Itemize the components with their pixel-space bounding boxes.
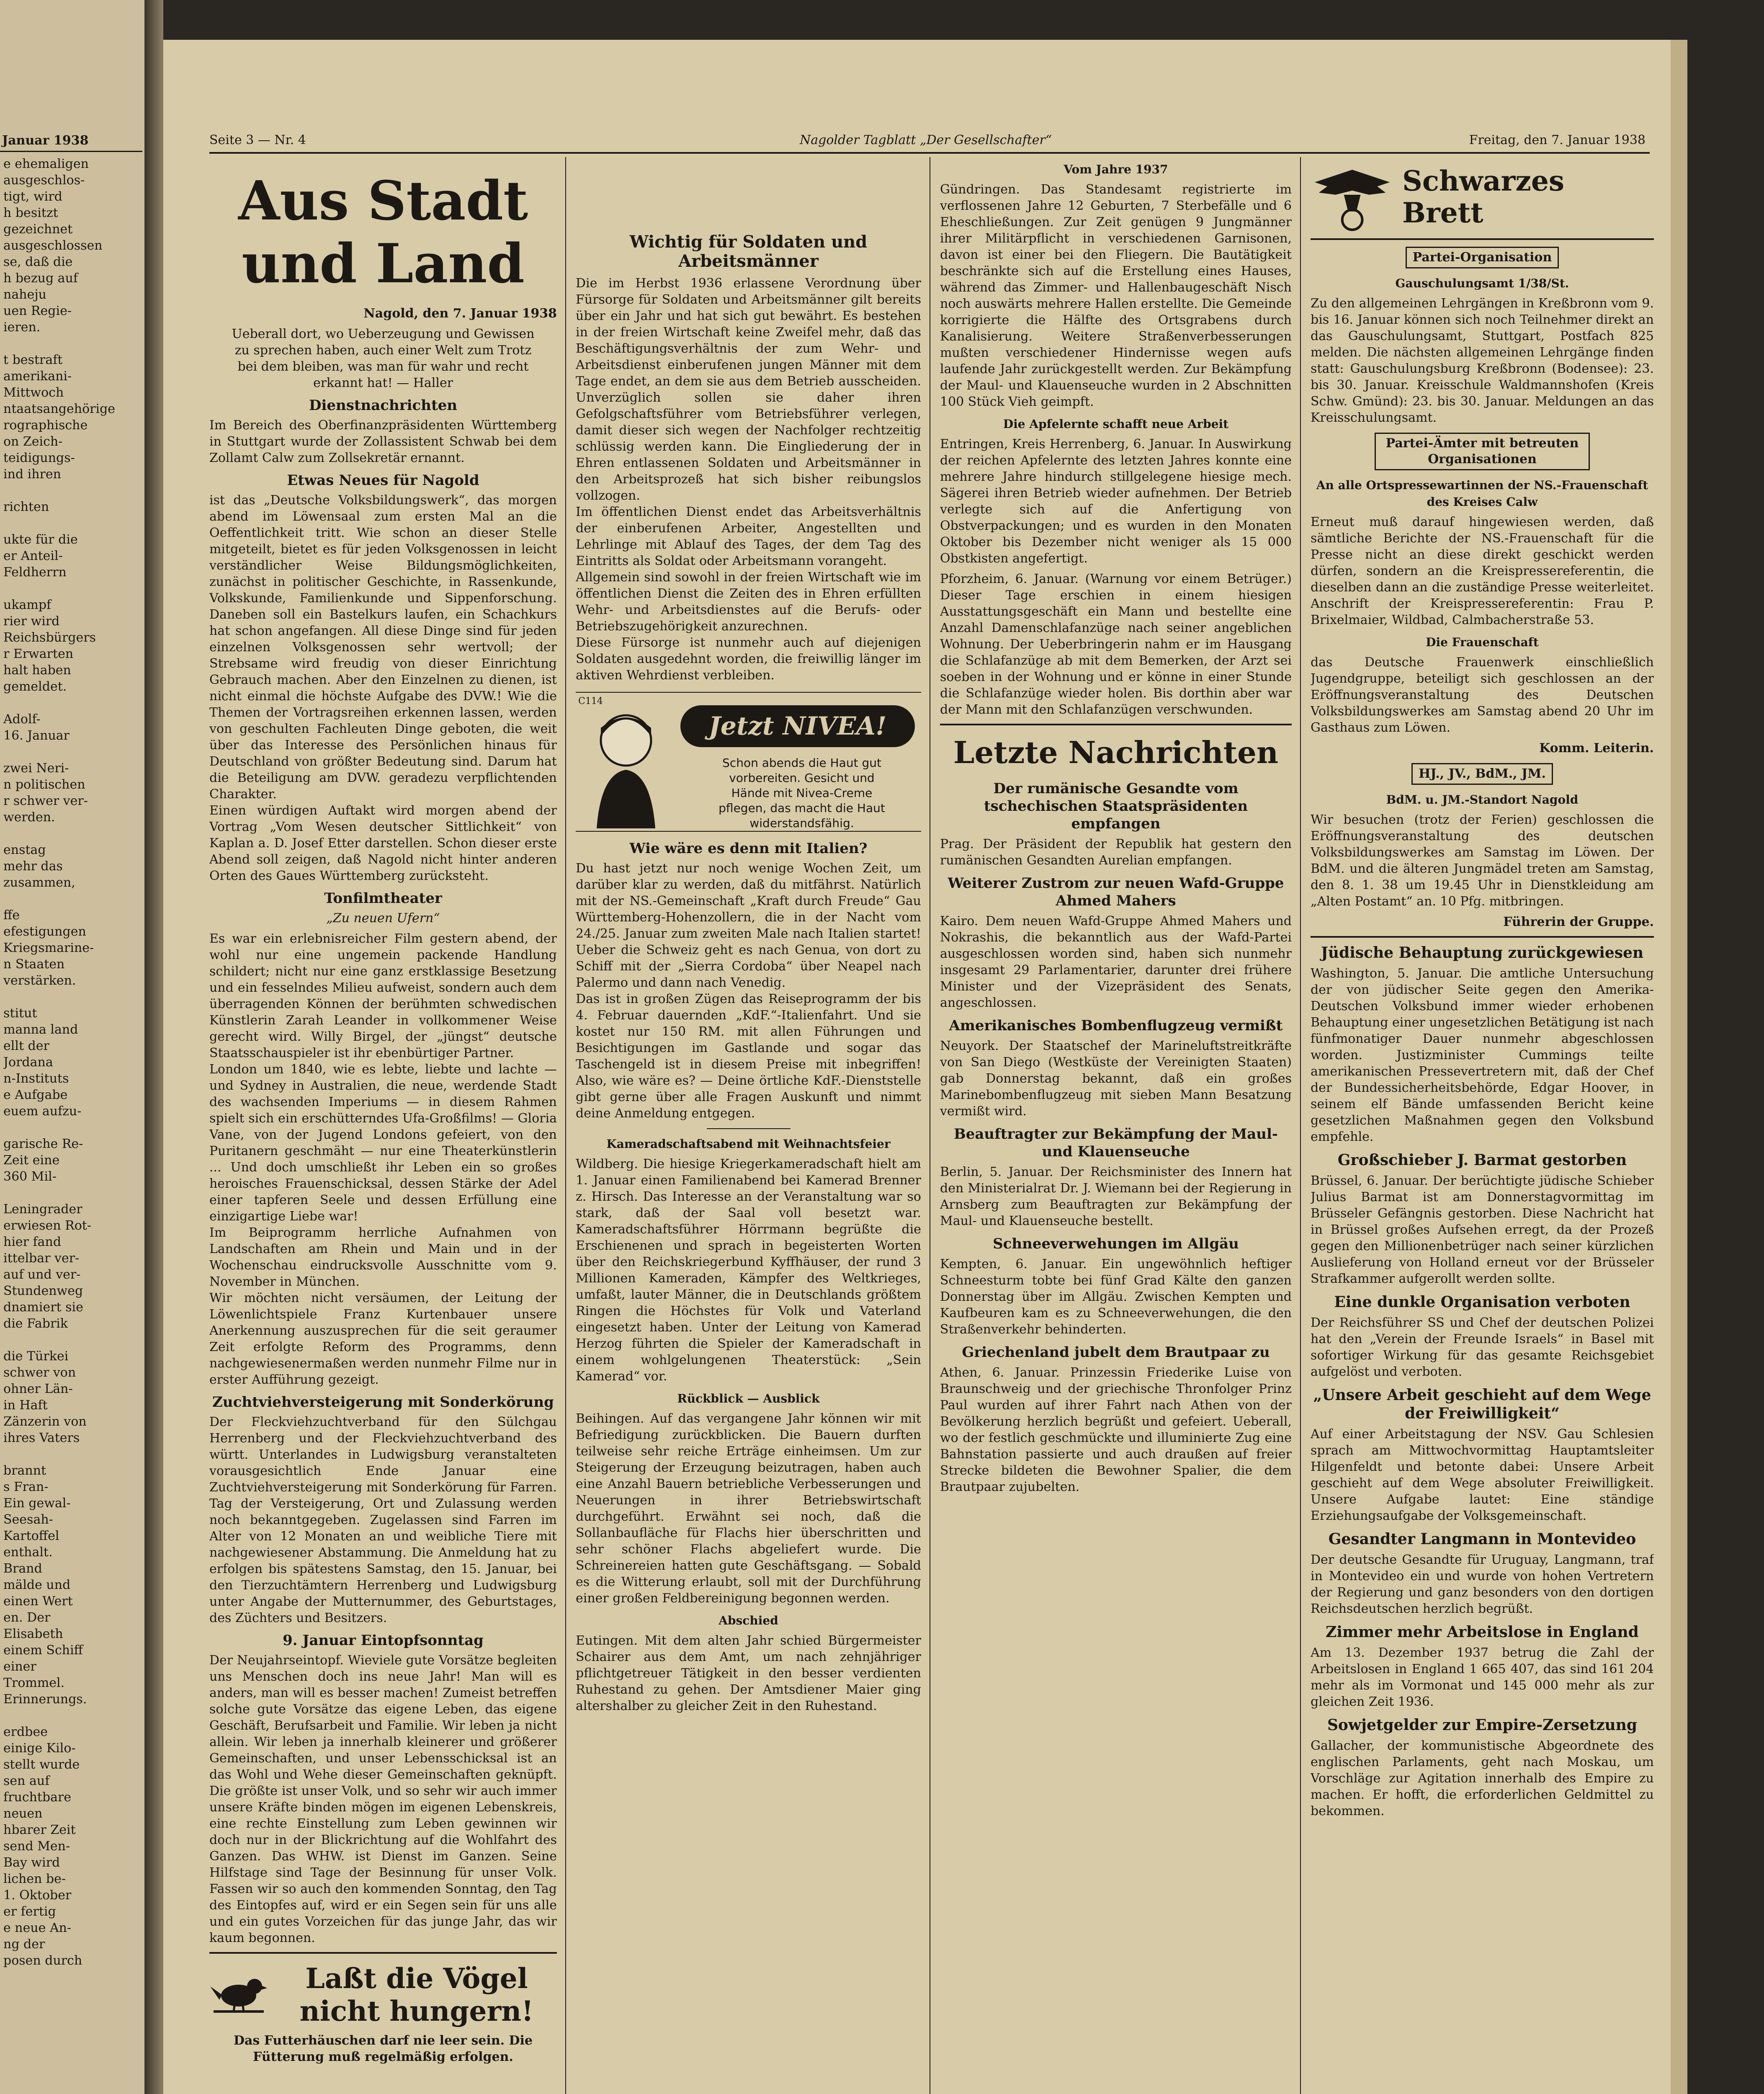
facing-page-line: ausgeschlos- [3,173,85,188]
article-headline: Dienstnachrichten [309,397,458,414]
facing-page-line: die Fabrik [3,1316,68,1331]
dateline: Nagold, den 7. Januar 1938 [363,306,557,321]
world-news-list [1311,944,1654,1819]
latest-news-list [940,780,1292,1495]
facing-page-line: richten [3,500,49,514]
facing-page-line: ukampf [3,598,52,612]
facing-page-line: erdbee [3,1725,48,1739]
facing-page-line: naheju [3,287,46,302]
party-offices-box: Partei-Ämter mit betreuten Organisationen [1375,433,1590,470]
facing-page-line: einen Wert [3,1594,73,1609]
facing-page-rule [0,151,142,152]
facing-page-line [3,1332,142,1348]
facing-page-line [3,891,142,907]
news-headline: Jüdische Behauptung zurückgewiesen [1321,944,1644,962]
italy-text: Du hast jetzt nur noch wenige Wochen Zeit, um darüber klar zu werden, daß du mitfährst. Natürlich mit der NS.-Gemeinschaft „Kraft durch Freude“ Gau Württemberg-Hohenzollern, die in der Nacht vom 24./25. Januar zum zweiten Male nach Italien startet! Ueber die Schweiz geht es nach Genua, von dort zu Schiff mit der „Sierra Cordoba“ über Neapel nach Palermo und dann nach Venedig. Das ist in großen Zügen das Reiseprogramm der bis 4. Februar dauernden „KdF.“-Italienfahrt. Und sie kostet nur 150 RM. mit allen Führungen und Besichtigungen im Gastlande und sogar das Taschengeld ist in diesem Preise mit inbegriffen! Also, wie wäre es? — Deine örtliche KdF.-Dienststelle gibt gerne über alle Fragen Auskunft und nimmt deine Anmeldung entgegen. [576,861,921,1121]
news-headline: Schneeverwehungen im Allgäu [993,1235,1239,1252]
facing-page-line: hbarer Zeit [3,1823,76,1837]
facing-page-line: werden. [3,810,55,825]
abschied-headline: Abschied [718,1614,778,1627]
rueckblick-text: Beihingen. Auf das vergangene Jahr können wir mit Befriedigung zurückblicken. Die Bauern durften teilweise sehr reiche Erträge einheimsen. Um zur Steigerung der Erzeugung beizutragen, haben auch eine Anzahl Bauern betriebliche Verbesserungen und Neuerungen in ihrer Betriebswirtschaft durchgeführt. Erwähnt sei noch, daß die Sollanbaufläche für Flachs hier überschritten und sehr schöner Flachs abgeliefert wurde. Die Schreinereien hatten gute Geschäftsgang. — Sobald es die Witterung erlaubt, soll mit der Durchführung einer großen Feldbereinigung begonnen werden. [576,1411,921,1606]
facing-page-line: einige Kilo- [3,1741,76,1756]
rueckblick-headline: Rückblick — Ausblick [677,1392,820,1405]
facing-page-line: Feldherrn [3,565,67,580]
facing-page-line: ittelbar ver- [3,1251,80,1266]
facing-page-line: Trommel. [3,1676,65,1690]
bulletin-title: Schwarzes Brett [1402,165,1564,229]
article-text: Der Fleckviehzuchtverband für den Sülchgau Herrenberg und der Fleckviehzuchtverband des württ. Unterlandes in Ludwigsburg veranstalteten vorausgesichtlich Ende Januar eine Zuchtviehversteigerung mit Sonderkörung für Farren. Tag der Versteigerung, Ort und Zulassung werden noch bekanntgegeben. Zugelassen sind Farren im Alter von 12 Monaten an und weibliche Tiere mit nachgewiesener Abstammung. Die Anmeldung hat zu erfolgen bis spätestens Samstag, den 15. Januar, bei den Tierzuchtämtern Herrenberg und Ludwigsburg unter Angabe der Mutternummer, des Geburtstages, des Züchters und Besitzers. [209,1415,557,1625]
article-text: Der Neujahrseintopf. Wieviele gute Vorsätze begleiten uns Menschen doch ins neue Jahr! Man will es anders, man will es besser machen! Zumeist betreffen solche gute Vorsätze das eigene Leben, das eigene Geschäft, Berufsarbeit und Familie. Wir leben ja nicht allein. Wir leben ja innerhalb kleinerer und größerer Gemeinschaften, und unser Lebensschicksal ist an das Wohl und Wehe dieser Gemeinschaften geknüpft. Die größte ist unser Volk, und so sehr wir auch immer unsere Kräfte binden mögen im eigenen Lebenskreis, eine rechte Einstellung zum Leben gewinnen wir doch nur in der Blickrichtung auf die Wohlfahrt des Ganzen. Das WHW. ist Dienst im Ganzen. Seine Hilfstage sind Tage der Besinnung für unser Volk. Fassen wir so auch den kommenden Sonntag, den Tag des Eintopfes auf, wird er ein Segen sein für uns alle und ein gutes Vorzeichen für das junge Jahr, das wir kaum begonnen. [209,1653,557,1945]
facing-page-line: ffe [3,908,20,923]
frauenschaft-headline: Die Frauenschaft [1426,635,1539,649]
facing-page-line: send Men- [3,1839,70,1854]
masthead-rule [209,152,1650,154]
news-headline: Eine dunkle Organisation verboten [1334,1293,1630,1311]
facing-page-line: garische Re- [3,1137,83,1151]
news-headline: Der rumänische Gesandte vom tschechischen Staatspräsidenten empfangen [984,780,1248,832]
facing-page-line [3,515,142,531]
facing-page-line: r Erwarten [3,647,74,661]
news-text: Athen, 6. Januar. Prinzessin Friederike Luise von Braunschweig und der griechische Thronfolger Prinz Paul wurden auf ihrer Fahrt nach Athen von der Bevölkerung herzlich begrüßt und gefeiert. Ueberall, wo der festlich geschmückte und illuminierte Zug eine Bahnstation passierte und auch draußen auf freier Strecke bildeten die Bewohner Spalier, die dem Brautpaar zujubelten. [940,1365,1292,1494]
facing-page-line: tigt, wird [3,189,62,204]
facing-page-line: ihres Vaters [3,1431,80,1445]
facing-page-line: ellt der [3,1039,49,1053]
masthead [180,133,1654,154]
facing-page-line: enstag [3,843,46,857]
facing-page-line: Reichsbürgers [3,630,96,645]
facing-page-line: mälde und [3,1578,71,1592]
page-edge [1671,40,1687,2094]
facing-page-line: Mittwoch [3,385,64,400]
column-bulletin-board [1311,161,1654,2094]
facing-page-line [3,1185,142,1201]
birds-notice [209,1962,557,2027]
facing-page-line: stellt wurde [3,1757,80,1772]
woman-portrait-icon [580,703,672,828]
facing-page-line: sen auf [3,1774,50,1788]
party-organisation-box: Partei-Organisation [1406,247,1559,268]
facing-page-line: Jordana [3,1055,53,1070]
facing-page-line [3,580,142,597]
facing-page-line: ausgeschlossen [3,238,103,253]
facing-page-line: ng der [3,1937,45,1952]
facing-page-line: ind ihren [3,467,61,482]
column-rule [1300,157,1301,2094]
facing-page-line [3,482,142,499]
facing-page-line: zusammen, [3,875,75,890]
facing-page-line: Stundenweg [3,1284,83,1298]
facing-page-line: 16. Januar [3,728,70,743]
kameraden-headline: Kameradschaftsabend mit Weihnachtsfeier [606,1137,891,1151]
ad-copy: Schon abends die Haut gut vorbereiten. Gesicht und Hände mit Nivea-Creme pflegen, das macht die Haut widerstandsfähig. [718,756,885,830]
facing-page-line: Kriegsmarine- [3,941,94,955]
year-review-text: Gündringen. Das Standesamt registrierte im verflossenen Jahre 12 Geburten, 7 Sterbefälle und 6 Eheschließungen. Zur Zeit genügen 9 Jungmänner ihrer Militärpflicht in verschiedenen Garnisonen, davon ist einer bei den Fliegern. Die Bautätigkeit beschränkte sich auf die Erstellung eines Hauses, während das Zimmer- und Hallenbaugeschäft Nisch noch auswärts mehrere Hallen erstellte. Die Gemeinde korrigierte die Hälfte des Ortsgrabens durch Kanalisierung. Weitere Straßenverbesserungen mußten verschiedener Hindernisse wegen aufs laufende Jahr zurückgestellt werden. Zur Bekämpfung der Maul- und Klauenseuche wurden in 2 Abschnitten 100 Stück Vieh geimpft. [940,182,1292,409]
youth-organisations-box: HJ., JV., BdM., JM. [1411,763,1553,785]
facing-page-line: ukte für die [3,532,78,547]
facing-page-line: 1. Oktober [3,1888,72,1903]
news-text: Gallacher, der kommunistische Abgeordnete des englischen Parlaments, geht nach Moskau, um Vorschläge zur Agitation innerhalb des Empire zu machen. Er hofft, die erforderlichen Geldmittel zu bekommen. [1311,1738,1654,1818]
facing-page-line: zwei Neri- [3,761,69,776]
article-text: Im Bereich des Oberfinanzpräsidenten Württemberg in Stuttgart wurde der Zollassistent Schwab bei dem Zollamt Calw zum Zollsekretär ernannt. [209,418,557,465]
bird-icon [209,1970,268,2020]
facing-page-line: Zänzerin von [3,1414,87,1429]
news-headline: Sowjetgelder zur Empire-Zersetzung [1327,1716,1638,1734]
facing-page-line: e neue An- [3,1921,72,1935]
facing-page-line: brannt [3,1463,46,1478]
facing-page-line: lichen be- [3,1872,66,1886]
news-headline: Gesandter Langmann in Montevideo [1328,1530,1636,1548]
facing-page-line: h besitzt [3,206,58,220]
facing-page-line: die Türkei [3,1349,69,1364]
article-subheadline: „Zu neuen Ufern“ [326,911,440,926]
facing-page-line [3,695,142,711]
ad-banner [680,705,915,747]
page-number: Seite 3 — Nr. 4 [209,133,306,147]
party-text: Zu den allgemeinen Lehrgängen in Kreßbronn vom 9. bis 16. Januar können sich noch Teilnehmer direkt an das Gauschulungsamt, Stuttgart, Postfach 825 melden. Die nächsten allgemeinen Lehrgänge finden statt: Gauschulungsburg Kreßbronn (Bodensee): 23. bis 30. Januar. Kreisschule Waldmannshofen (Kreis Schw. Gmünd): 23. bis 30. Januar. Meldungen an das Kreisschulungsamt. [1311,296,1654,425]
italy-headline: Wie wäre es denn mit Italien? [629,840,868,857]
motto-quote: Ueberall dort, wo Ueberzeugung und Gewissen zu sprechen haben, auch einer Welt zum Trotz bei dem bleiben, was man für wahr und recht erkannt hat! — Haller [232,327,535,390]
news-text: Brüssel, 6. Januar. Der berüchtigte jüdische Schieber Julius Barmat ist am Donnerstagvormittag im Brüsseler Gefängnis gestorben. Diese Nachricht hat in Brüssel großes Aufsehen erregt, da der Prozeß gegen den Millionenbetrüger nach seiner kürzlichen Auslieferung von Holland erneut vor der Brüsseler Strafkammer aufgerollt werden sollte. [1311,1173,1654,1286]
facing-page-line: uen Regie- [3,304,72,318]
facing-page-line: n-Instituts [3,1071,69,1086]
facing-page-line: auf und ver- [3,1267,81,1282]
facing-page-line: gezeichnet [3,222,73,237]
issue-date: Freitag, den 7. Januar 1938 [1469,133,1646,147]
column-rule [565,157,566,2094]
facing-page-line: Brand [3,1561,42,1576]
facing-page-line: neuen [3,1806,43,1821]
facing-page-line: se, daß die [3,255,73,269]
facing-page-line: schwer von [3,1365,76,1380]
facing-page-line: Zeit eine [3,1153,60,1168]
kameraden-text: Wildberg. Die hiesige Kriegerkameradschaft hielt am 1. Januar einen Familienabend bei Kamerad Brenner z. Hirsch. Das Interesse an der Veranstaltung war so stark, daß der Saal voll besetzt war. Kameradschaftsführer Hörrmann begrüßte die Erschienenen und sprach in begeisterten Worten über den Reichskriegerbund Kyffhäuser, der rund 3 Millionen Kameraden, Kämpfer des Weltkrieges, umfaßt, lauter Männer, die in Deutschlands größtem Ringen die Höchstes für Volk und Vaterland eingesetzt haben. Unter der Leitung von Kamerad Herzog führten die Spieler der Kameradschaft in einem wohlgelungenen Theaterstück: „Sein Kamerad“ vor. [576,1157,921,1384]
divider [1311,238,1654,240]
book-gutter [144,0,163,2094]
nivea-advertisement [576,692,921,832]
frauenschaft-press-headline: An alle Ortspressewartinnen der NS.-Frauenschaft des Kreises Calw [1316,478,1648,509]
article-text: ist das „Deutsche Volksbildungswerk“, das morgen abend im Löwensaal zum ersten Mal an die Oeffentlichkeit tritt. Wie schon an dieser Stelle mitgeteilt, bietet es für jeden Volksgenossen in leicht verständlicher Weise Bildungsmöglichkeiten, zunächst in politischer Geschichte, in Rassenkunde, Volkskunde, Familienkunde und Sippenforschung. Daneben soll ein Bastelkurs laufen, ein Schachkurs hat schon angefangen. All diese Dinge sind für jeden einzelnen Volksgenossen sehr wertvoll; der Strebsame wird freudig von dieser Einrichtung Gebrauch machen. Aber den Einzelnen zu dienen, ist nicht einmal die höchste Aufgabe des DVW.! Wie die Themen der Vortragsreihen erkennen lassen, werden von geschulten Fachleuten Dinge geboten, die weit über das Interesse des Persönlichen hinaus für Deutschland von größter Bedeutung sind. Darum hat die Beteiligung am DVW. geradezu verpflichtenden Charakter. Einen würdigen Auftakt wird morgen abend der Vortrag „Vom Wesen deutscher Sittlichkeit“ von Kaplan a. D. Josef Etter darstellen. Schon dieser erste Abend soll zeigen, daß Nagold nicht hinter anderen Orten des Gaues Württemberg zurücksteht. [209,493,557,883]
column-regional-latest [940,161,1292,2094]
facing-page-header: Januar 1938 [2,133,89,148]
facing-page-line: dnamiert sie [3,1300,83,1315]
facing-page-text [3,156,142,1969]
apple-harvest-text: Entringen, Kreis Herrenberg, 6. Januar. In Auswirkung der reichen Apfelernte des letzten Jahres konnte eine mehrere Jahre hindurch stillgelegene hiesige mech. Sägerei ihren Betrieb wieder aufnehmen. Der Betrieb verlegte sich auf die Anfertigung von Obstverpackungen; und es wurden in den Monaten Oktober bis Dezember nicht weniger als 15 000 Obstkisten angefertigt. [940,437,1292,566]
facing-page-line: in Haft [3,1398,48,1413]
article-headline: Tonfilmtheater [324,890,442,907]
bdm-signature: Führerin der Gruppe. [1503,915,1654,929]
news-text: Washington, 5. Januar. Die amtliche Untersuchung der von jüdischer Seite gegen den Amerika-Deutschen Volksbund immer wieder erhobenen Behauptung einer ungesetzlichen Betätigung ist nach fünfmonatiger Dauer nunmehr abgeschlossen worden. Justizminister Cummings teilte amerikanischen Pressevertretern mit, daß der Chef der Bundessicherheitsbehörde, Edgar Hoover, in seinem elf Bände umfassenden Bericht keine gesetzlichen Maßnahmen gegen den Volksbund empfehle. [1311,966,1654,1144]
facing-page-line: s Fran- [3,1480,49,1494]
facing-page-line: Ein gewal- [3,1496,71,1511]
news-headline: Zimmer mehr Arbeitslose in England [1326,1623,1639,1641]
bulletin-header [1311,161,1654,232]
facing-page-line: t bestraft [3,353,63,367]
party-headline: Gauschulungsamt 1/38/St. [1395,276,1569,290]
news-headline: Amerikanisches Bombenflugzeug vermißt [949,1017,1283,1034]
news-text: Der deutsche Gesandte für Uruguay, Langmann, traf in Montevideo ein und wurde von hohen Vertretern der Regierung und ganz besonders von den dortigen Reichsdeutschen herzlich begrüßt. [1311,1552,1654,1616]
facing-page-line [3,335,142,352]
frauenschaft-signature: Komm. Leiterin. [1539,741,1654,756]
facing-page-line: e Aufgabe [3,1088,68,1102]
facing-page [0,0,147,2094]
facing-page-line: posen durch [3,1953,82,1968]
facing-page-line: hier fand [3,1235,62,1249]
news-text: Berlin, 5. Januar. Der Reichsminister des Innern hat den Ministerialrat Dr. J. Wiemann bei der Regierung in Arnsberg zum Beauftragten zur Bekämpfung der Maul- und Klauenseuche bestellt. [940,1165,1292,1228]
birds-subline: Das Futterhäuschen darf nie leer sein. Die Fütterung muß regelmäßig erfolgen. [233,2033,533,2064]
facing-page-line: gemeldet. [3,679,67,694]
news-headline: Griechenland jubelt dem Brautpaar zu [962,1344,1270,1361]
news-headline: Beauftragter zur Bekämpfung der Maul- und Klauenseuche [954,1126,1278,1160]
facing-page-line: Leningrader [3,1202,82,1217]
facing-page-line: halt haben [3,663,71,678]
facing-page-line: n politischen [3,777,85,792]
divider [209,1952,557,1954]
divider [940,724,1292,725]
local-news-sections [209,397,557,1946]
divider [707,1128,791,1129]
facing-page-line: 360 Mil- [3,1169,57,1184]
facing-page-line [3,1446,142,1462]
facing-page-line: ieren. [3,320,41,335]
news-text: Am 13. Dezember 1937 betrug die Zahl der Arbeitslosen in England 1 665 407, das sind 161 204 mehr als im Vormonat und 145 000 mehr als zur gleichen Zeit 1936. [1311,1645,1654,1709]
article-text: Es war ein erlebnisreicher Film gestern abend, der wohl nur eine ungemein packende Handlung schildert; nicht nur eine ganz erstklassige Besetzung und ein fesselndes Milieu aufweist, sondern auch dem überragenden Können der berühmten schwedischen Künstlerin Zarah Leander in vollkommener Weise gerecht wird. Willy Birgel, der „jüngst“ deutsche Staatsschauspieler ist ihr ebenbürtiger Partner. London um 1840, wie es lebte, liebte und lachte — und Sydney in Australien, die neue, werdende Stadt des wachsenden Imperiums — in diesem Rahmen spielt sich ein erschütterndes Ufa-Großfilms! — Gloria Vane, von der Jugend Londons gefeiert, von den Puritanern geschmäht — nur eine Theaterkünstlerin ... Und doch umschließt ihr Leben ein so großes heroisches Frauenschicksal, dessen Stärke der Adel einer tapferen Seele und dessen Erfüllung eine einzigartige Liebe war! Im Beiprogramm herrliche Aufnahmen von Landschaften am Rhein und Main und in der Wochenschau eindrucksvolle Ausschnitte vom 9. November in München. Wir möchten nicht versäumen, der Leitung der Löwenlichtspiele Franz Kurtenbauer unsere Anerkennung auszusprechen für die seit geraumer Zeit erfolgte Reform des Programms, denn nachgewiesenermaßen werden nunmehr Filme nur in erster Aufführung gezeigt. [209,931,557,1387]
ad-slogan: Jetzt NIVEA! [708,712,887,741]
facing-page-line: stitut [3,1006,37,1021]
facing-page-line [3,825,142,842]
column-soldiers-italy [576,161,921,2094]
article-headline: Etwas Neues für Nagold [287,472,479,489]
facing-page-line: Bay wird [3,1855,60,1870]
facing-page-line: ntaatsangehörige [3,402,116,416]
facing-page-line: manna land [3,1022,78,1037]
facing-page-line: einer [3,1659,36,1674]
newspaper-page [163,40,1671,2094]
facing-page-line: er fertig [3,1904,56,1919]
facing-page-line [3,1707,142,1724]
facing-page-line: n Staaten [3,957,65,972]
facing-page-line: Elisabeth [3,1627,63,1641]
news-text: Neuyork. Der Staatschef der Marineluftstreitkräfte von San Diego (Westküste der Vereinigten Staaten) gab Donnerstag bekannt, daß ein großes Marinebombenflugzeug mit sieben Mann Besatzung vermißt wird. [940,1039,1292,1119]
eagle-emblem-icon [1311,161,1394,232]
newspaper-name: Nagolder Tagblatt „Der Gesellschafter“ [800,133,1052,147]
facing-page-line: e ehemaligen [3,157,89,171]
facing-page-line: h bezug auf [3,271,78,286]
frauenschaft-press-text: Erneut muß darauf hingewiesen werden, daß sämtliche Berichte der NS.-Frauenschaft für die Presse nicht an diese direkt geschickt werden dürfen, sondern an die Kreispressereferentin, die dieselben dann an die zuständige Presse weiterleitet. Anschrift der Kreispressereferentin: Frau P. Brixelmaier, Wildbad, Calmbacherstraße 53. [1311,515,1654,627]
facing-page-line: on Zeich- [3,434,63,449]
article-headline: 9. Januar Eintopfsonntag [283,1632,484,1649]
abschied-text: Eutingen. Mit dem alten Jahr schied Bürgermeister Schairer aus dem Amt, um nach zehnjähriger pflichtgetreuer Tätigkeit in den besser verdienten Ruhestand zu gehen. Der Amtsdiener Maier ging altershalber zu gleicher Zeit in den Ruhestand. [576,1633,921,1713]
facing-page-line: erwiesen Rot- [3,1218,91,1233]
facing-page-line: rier wird [3,614,60,629]
apple-harvest-headline: Die Apfelernte schafft neue Arbeit [1003,417,1229,431]
bdm-headline: BdM. u. JM.-Standort Nagold [1386,793,1579,807]
section-title: Aus Stadt und Land [238,170,528,295]
news-headline: Weiterer Zustrom zur neuen Wafd-Gruppe Ahmed Mahers [948,875,1284,909]
news-text: Prag. Der Präsident der Republik hat gestern den rumänischen Gesandten Aurelian empfangen. [940,837,1292,868]
birds-headline: Laßt die Vögel nicht hungern! [299,1962,534,2027]
facing-page-line [3,744,142,760]
frauenschaft-text: das Deutsche Frauenwerk einschließlich Jugendgruppe, beteiligt sich geschlossen an der Eröffnungsveranstaltung des Deutschen Volksbildungswerkes am Samstag abend 20 Uhr im Gasthaus zum Löwen. [1311,655,1654,735]
facing-page-line: rographische [3,418,88,433]
facing-page-line: amerikani- [3,369,72,384]
news-headline: Großschieber J. Barmat gestorben [1337,1151,1627,1169]
facing-page-line: Seesah- [3,1512,53,1527]
facing-page-line: er Anteil- [3,549,63,563]
facing-page-line: verstärken. [3,973,76,988]
facing-page-line: efestigungen [3,924,86,939]
year-review-headline: Vom Jahre 1937 [1064,162,1168,176]
facing-page-line: Kartoffel [3,1529,59,1543]
facing-page-line: teidigungs- [3,451,75,465]
facing-page-line: en. Der [3,1610,51,1625]
pforzheim-text: Pforzheim, 6. Januar. (Warnung vor einem Betrüger.) Dieser Tage erschien in einem hiesigen Ausstattungsgeschäft ein Mann und bestellte eine Anzahl Damenschlafanzüge nach seiner angeblichen Wohnung. Der Ueberbringerin nahm er im Hausgang die Schlafanzüge ab mit dem Bemerken, der Arzt sei soeben in der Wohnung und er könne in einer Stunde die Schlafanzüge wieder holen. Bis dorthin aber war der Mann mit den Schlafanzügen verschwunden. [940,572,1292,717]
facing-page-line: mehr das [3,859,63,874]
news-text: Auf einer Arbeitstagung der NSV. Gau Schlesien sprach am Mittwochvormittag Hauptamtsleiter Hilgenfeldt und betonte dabei: Unsere Arbeit geschieht auf dem Wege absoluter Freiwilligkeit. Unsere Aufgabe lautet: Eine ständige Erziehungsaufgabe der Volksgemeinschaft. [1311,1427,1654,1523]
facing-page-line: einem Schiff [3,1643,83,1658]
facing-page-line: ohner Län- [3,1382,73,1396]
latest-news-title: Letzte Nachrichten [953,735,1279,770]
news-text: Kairo. Dem neuen Wafd-Gruppe Ahmed Mahers und Nokrashis, die bekanntlich aus der Wafd-Partei ausgeschlossen worden sind, haben sich nunmehr insgesamt 29 Parlamentarier, darunter drei frühere Minister und der Vizepräsident des Senats, angeschlossen. [940,914,1292,1010]
facing-page-line [3,1119,142,1136]
article-headline: Zuchtviehversteigerung mit Sonderkörung [212,1394,554,1411]
news-text: Der Reichsführer SS und Chef der deutschen Polizei hat den „Verein der Freunde Israels“ in Basel mit sofortiger Wirkung für das gesamte Reichsgebiet aufgelöst und verboten. [1311,1315,1654,1379]
facing-page-line: r schwer ver- [3,794,88,808]
ad-code: C114 [578,696,603,707]
bdm-text: Wir besuchen (trotz der Ferien) geschlossen die Eröffnungsveranstaltung des deutschen Volksbildungswerkes am Samstag im Löwen. Der BdM. und die älteren Jungmädel treten am Samstag, den 8. 1. 38 um 19.45 Uhr in Dienstkleidung am „Alten Postamt“ an. 10 Pfg. mitbringen. [1311,812,1654,909]
facing-page-line: Adolf- [3,712,41,727]
facing-page-line: euem aufzu- [3,1104,82,1119]
facing-page-line: enthalt. [3,1545,53,1560]
column-local-news [209,161,557,2094]
news-text: Kempten, 6. Januar. Ein ungewöhnlich heftiger Schneesturm tobte bei fünf Grad Kälte den ganzen Donnerstag über im Allgäu. Zwischen Kempten und Kaufbeuren kam es zu Schneeverwehungen, die den Straßenverkehr behinderten. [940,1257,1292,1337]
facing-page-line: fruchtbare [3,1790,72,1805]
facing-page-line: Erinnerungs. [3,1692,87,1707]
news-headline: „Unsere Arbeit geschieht auf dem Wege der Freiwilligkeit“ [1313,1386,1651,1422]
soldiers-headline: Wichtig für Soldaten und Arbeitsmänner [629,232,868,271]
facing-page-line [3,989,142,1005]
divider [1311,936,1654,938]
soldiers-text: Die im Herbst 1936 erlassene Verordnung über Fürsorge für Soldaten und Arbeitsmänner gilt bereits über ein Jahr und hat sich gut bewährt. Es bestehen in der freien Wirtschaft keine Zweifel mehr, daß das Beschäftigungsverhältnis der zum Wehr- und Arbeitsdienst einberufenen jungen Männer mit dem Tage endet, an dem sie aus dem Betrieb ausscheiden. Unverzüglich sollen sie daher ihren Gefolgschaftsführer vom Betriebsführer verlegen, damit dieser sich wegen der Nachfolger rechtzeitig schlüssig werden kann. Die Eingliederung der in Ehren entlassenen Soldaten und Arbeitsmänner in den Arbeitsprozeß hat sich bisher reibungslos vollzogen. Im öffentlichen Dienst endet das Arbeitsverhältnis der einberufenen Arbeiter, Angestellten und Lehrlinge mit Ablauf des Tages, der dem Tag des Eintritts als Soldat oder Arbeitsmann vorangeht. Allgemein sind sowohl in der freien Wirtschaft wie im öffentlichen Dienst die Zeiten des in Ehren erfüllten Wehr- und Arbeitsdienstes auf die Berufs- oder Betriebszugehörigkeit anzurechnen. Diese Fürsorge ist nunmehr auch auf diejenigen Soldaten ausgedehnt worden, die freiwillig länger im aktiven Wehrdienst verbleiben. [576,276,921,683]
